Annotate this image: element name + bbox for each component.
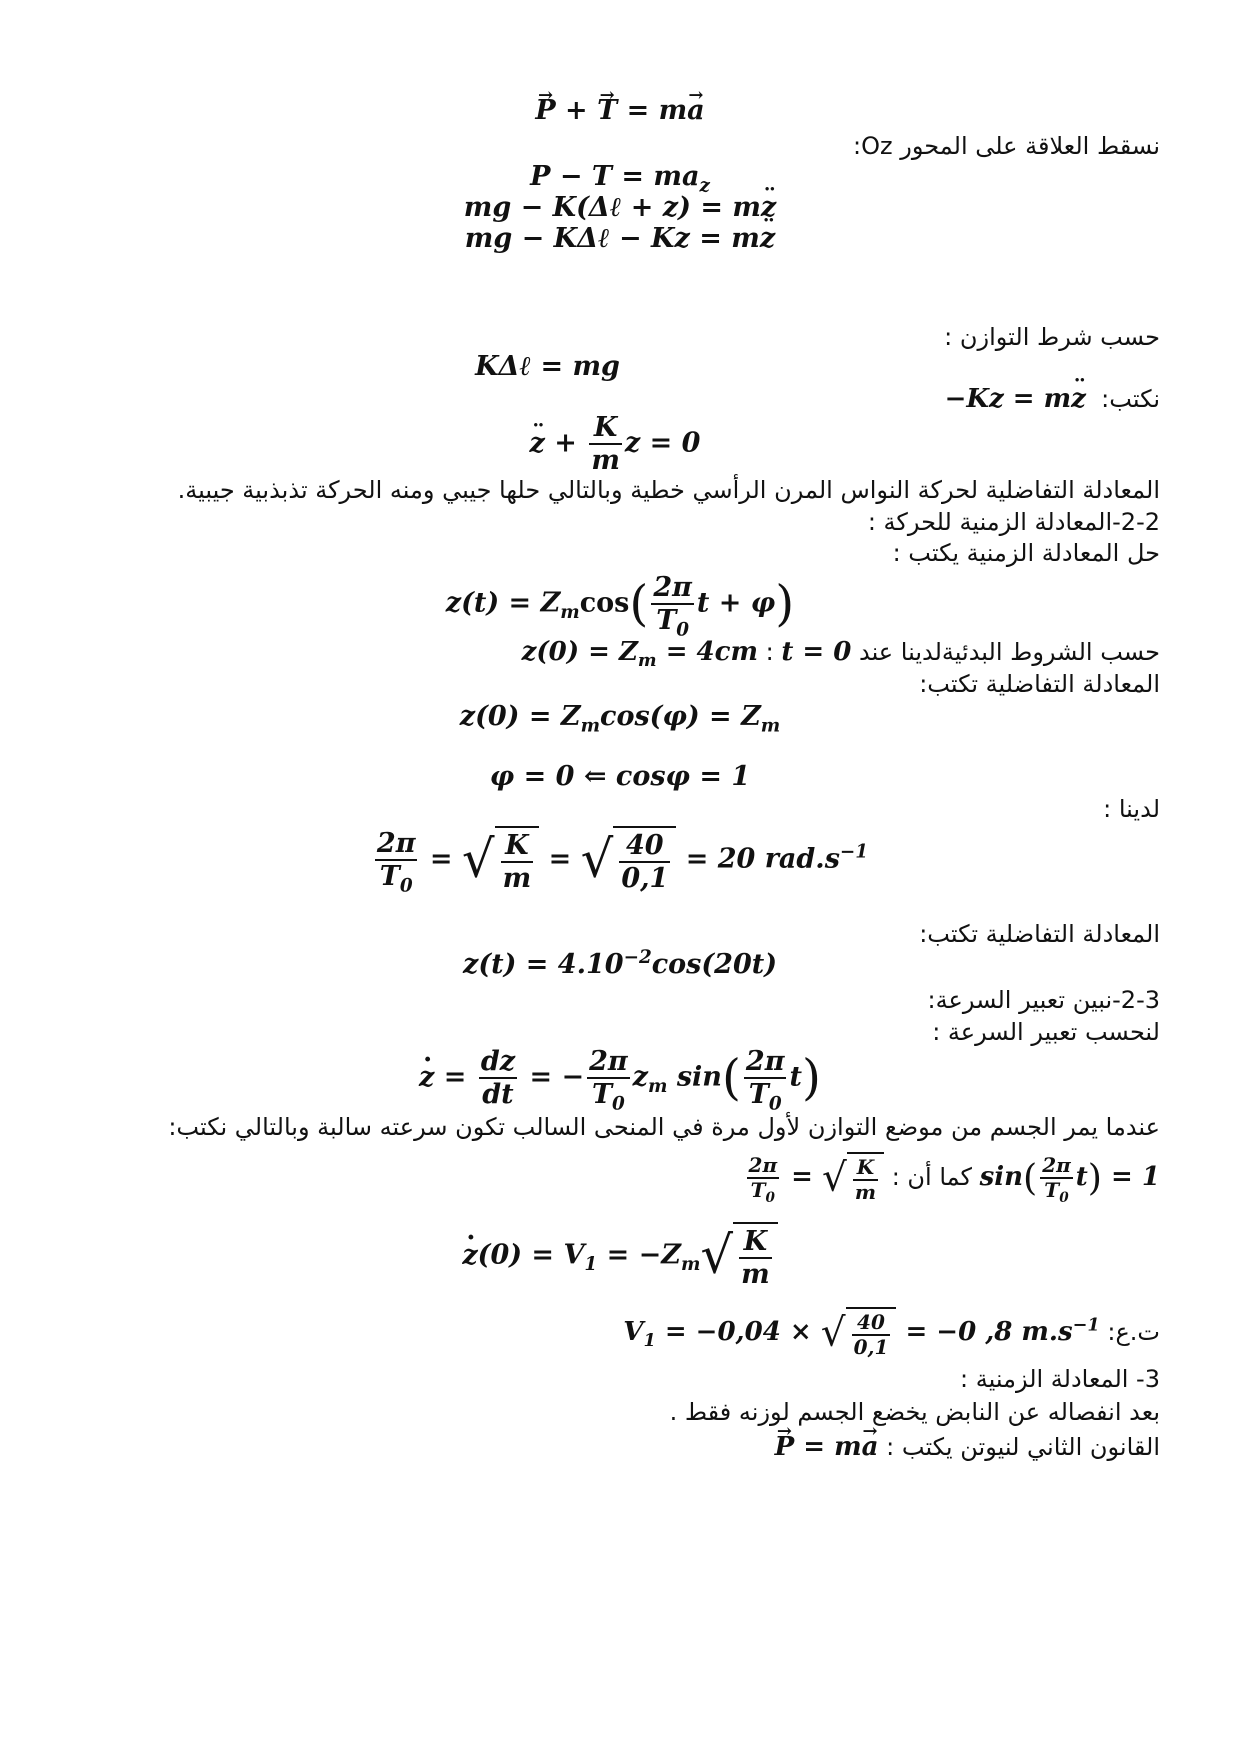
text-numeric-application: ت.ع: $V_1 = -0,04$ × √ $\frac{40}{0,1}$ = −0 ,8 $m.s^{-1}$ (623, 1307, 1160, 1359)
text-diff-writes-1: المعادلة التفاضلية تكتب: (919, 670, 1160, 698)
equation-v1-numeric: $V_1 = -0,04$ × √ $\frac{40}{0,1}$ = −0 ,8 $m.s^{-1}$ (623, 1307, 1099, 1359)
equation-mg-k: mg − K(Δℓ + z) = mz ¨ (0, 191, 1240, 225)
equation-phi: φ = 0 ⇐ cosφ = 1 (489, 761, 751, 792)
equation-newton-vector: → P + → T = m→ a (0, 94, 1240, 128)
equation-p-ma: → P = m→ a (775, 1430, 879, 1464)
text-after-detach: بعد انفصاله عن النابض يخضع الجسم لوزنه فقط . (669, 1398, 1160, 1426)
equation-omega-small: $\frac{2\pi}{T_0}$ = √ $\frac{K}{m}$ (744, 1152, 885, 1204)
section-2-2-heading: 2-2-المعادلة الزمنية للحركة : (867, 508, 1160, 536)
equation-z-of-t: $z(t) = Z_m\cos$( $\frac{2\pi}{T_0}$ t + φ) (445, 572, 795, 641)
text-as-that: sin( $\frac{2\pi}{T_0}$ t) = 1 كما أن : $\frac{2\pi}{T_0}$ = √ $\frac{K}{m}$ (744, 1152, 1160, 1204)
equation-equilibrium: KΔℓ = mg (475, 351, 620, 382)
text-we-write: نكتب: −Kz = mz ¨ (945, 382, 1160, 416)
equation-velocity: z · = $\frac{dz}{dt}$ = − $\frac{2\pi}{T_0}$ $z_m$ sin( $\frac{2\pi}{T_0}$ t) (0, 1046, 1240, 1110)
text-diff-eq-description: المعادلة التفاضلية لحركة النواس المرن الرأسي خطية وبالتالي حلها جيبي ومنه الحركة تذبذبية جيبية. (177, 476, 1160, 504)
text-we-have: لدينا : (1103, 795, 1160, 823)
equation-z-numeric: $z(t) = 4.10^{-2}\cos(20t)$ (463, 947, 777, 980)
equation-v1: $z \cdot(0) = V_1 = -Z_m√$ $\frac{K}{m}$ (0, 1222, 1240, 1290)
equation-sin-one: sin( $\frac{2\pi}{T_0}$ t) = 1 (979, 1153, 1160, 1206)
text-project-oz: نسقط العلاقة على المحور Oz: (853, 132, 1160, 160)
equation-omega: $\frac{2\pi}{T_0}$ = √ $\frac{K}{m}$ = √ $\frac{40}{0,1}$ = 20 $rad.s^{-1}$ (376, 828, 869, 897)
equation-z0-cos: $z(0) = Z_m\cos(\varphi) = Z_m$ (459, 701, 781, 737)
equation-kz: −Kz = mz ¨ (945, 382, 1086, 416)
section-3-heading: 3- المعادلة الزمنية : (960, 1365, 1160, 1393)
text-initial-conditions: حسب الشروط البدئيةلدينا عند t = 0 : $z(0) = Z_m = 4cm$ (521, 637, 1160, 672)
text-diff-writes-2: المعادلة التفاضلية تكتب: (919, 920, 1160, 948)
text-calc-speed: لنحسب تعبير السرعة : (932, 1018, 1160, 1046)
text-passes-equilibrium: عندما يمر الجسم من موضع التوازن لأول مرة في المنحى السالب تكون سرعته سالبة وبالتالي نكتب: (168, 1113, 1160, 1141)
equation-z0-value: $z(0) = Z_m = 4cm$ (521, 637, 758, 672)
equation-differential: z ¨ + $\frac{K}{m}$ z = 0 (0, 412, 1240, 476)
equation-t0: t = 0 (781, 637, 852, 667)
equation-mg-kdl: mg − KΔℓ − Kz = mz ¨ (0, 222, 1240, 256)
equation-projection: $P - T = ma_z$ (530, 161, 710, 197)
text-solution-written: حل المعادلة الزمنية يكتب : (892, 539, 1160, 567)
text-equilibrium: حسب شرط التوازن : (944, 323, 1160, 351)
section-2-3-heading: 2-3-نبين تعبير السرعة: (927, 986, 1160, 1014)
text-newton-second-law: القانون الثاني لنيوتن يكتب : → P = m→ a (775, 1430, 1160, 1464)
